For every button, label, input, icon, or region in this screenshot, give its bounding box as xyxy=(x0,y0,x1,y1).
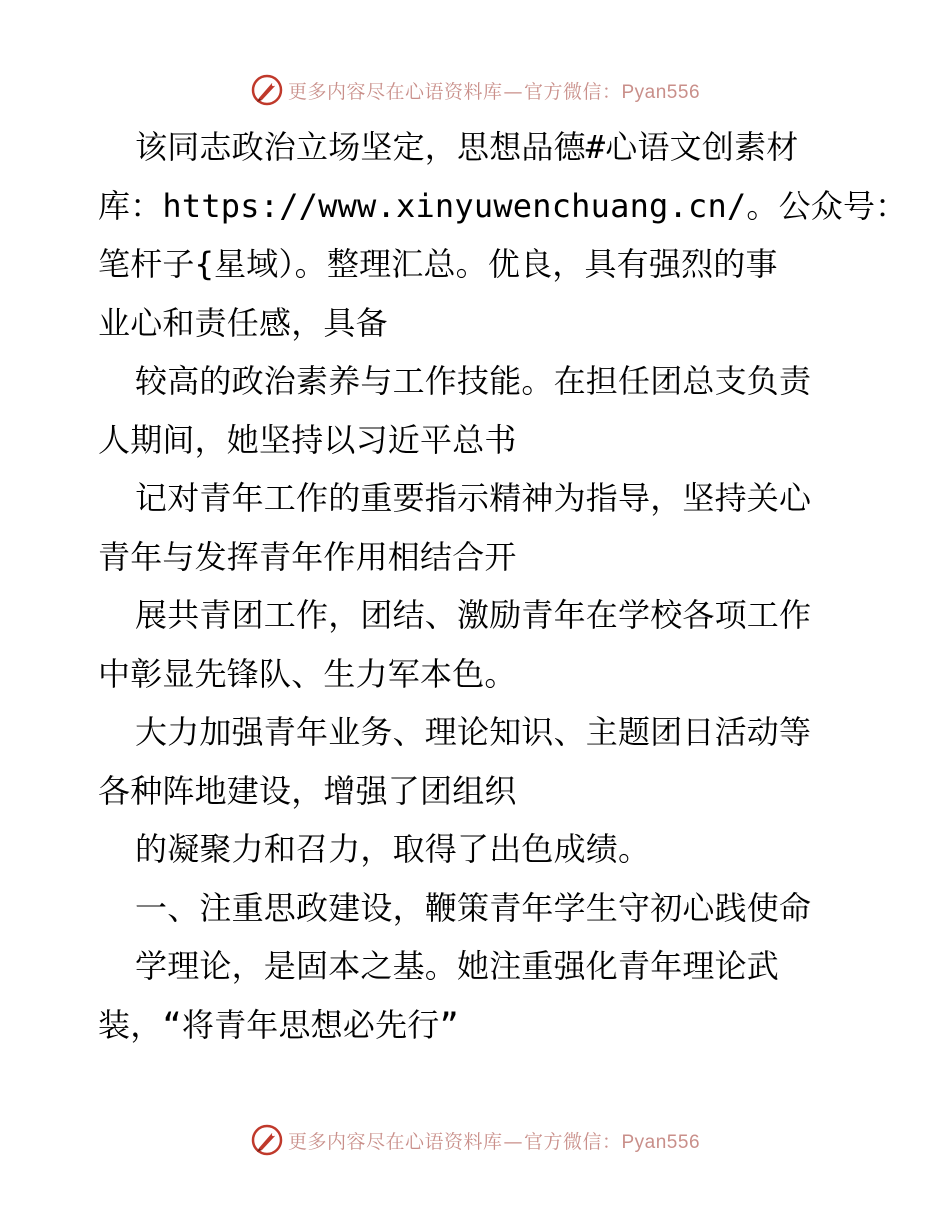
body-line: 展共青团工作，团结、激励青年在学校各项工作 xyxy=(135,596,812,634)
footer-banner xyxy=(0,1118,950,1162)
body-line: 一、注重思政建设，鞭策青年学生守初心践使命 xyxy=(135,888,812,927)
body-line: 较高的政治素养与工作技能。在担任团总支负责 xyxy=(135,362,812,400)
body-line: 人期间，她坚持以习近平总书 xyxy=(98,420,517,459)
body-line: 库：https://www.xinyuwenchuang.cn/。公众号： xyxy=(98,186,908,225)
body-line: 笔杆子{星域）。整理汇总。优良，具有强烈的事 xyxy=(98,245,778,283)
body-line: 该同志政治立场坚定，思想品德#心语文创素材 xyxy=(135,128,799,166)
document-body xyxy=(98,118,908,1054)
body-line: 大力加强青年业务、理论知识、主题团日活动等 xyxy=(135,713,812,751)
footer-banner-text: 更多内容尽在心语资料库 xyxy=(287,1130,503,1153)
header-wechat-label: 官方微信： xyxy=(523,80,622,103)
header-wechat-id: Pyan556 xyxy=(621,81,701,103)
header-banner xyxy=(0,68,950,112)
body-line: 学理论，是固本之基。她注重强化青年理论武 xyxy=(135,947,780,985)
footer-wechat-id: Pyan556 xyxy=(621,1131,701,1153)
body-line: 的凝聚力和召力，取得了出色成绩。 xyxy=(135,830,651,868)
body-line: 业心和责任感，具备 xyxy=(98,303,388,342)
footer-banner-separator: — xyxy=(503,1130,523,1153)
body-line: 装，“将青年思想必先行” xyxy=(98,1005,459,1044)
pen-circle-logo-icon xyxy=(250,1123,284,1157)
footer-wechat-label: 官方微信： xyxy=(523,1130,622,1153)
body-line: 中彰显先锋队、生力军本色。 xyxy=(98,654,517,693)
header-banner-text: 更多内容尽在心语资料库 xyxy=(287,80,503,103)
body-line: 青年与发挥青年作用相结合开 xyxy=(98,537,517,576)
body-line: 各种阵地建设，增强了团组织 xyxy=(98,771,517,810)
body-line: 记对青年工作的重要指示精神为指导，坚持关心 xyxy=(135,479,812,517)
pen-circle-logo-icon xyxy=(250,73,284,107)
header-banner-separator: — xyxy=(503,80,523,103)
